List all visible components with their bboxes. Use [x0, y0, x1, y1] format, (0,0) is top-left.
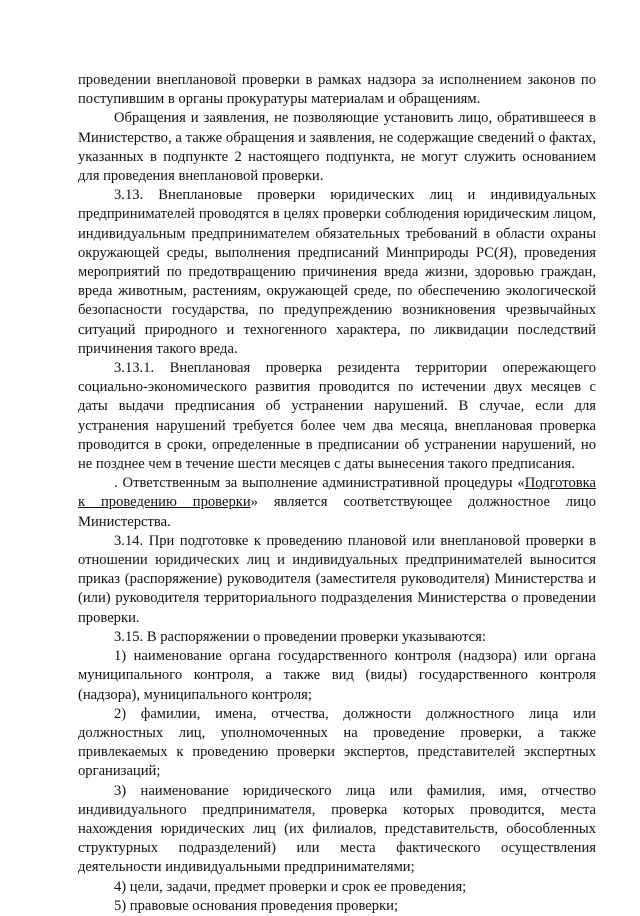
- paragraph-appeals: Обращения и заявления, не позволяющие установить лицо, обратившееся в Министерство, а также обращения и заявления, не содержащие сведений о фактах, указанных в подпункте 2 настоящего подпункта, не могут служить основанием для проведения внеплановой проверки.: [78, 110, 596, 185]
- procedure-link[interactable]: Подготовка к проведению проверки: [78, 475, 596, 511]
- paragraph-3-14: 3.14. При подготовке к проведению плановой или внеплановой проверки в отношении юридических лиц и индивидуальных предпринимателей выносится приказ (распоряжение) руководителя (заместителя руководителя) Министерства и (или) руководителя территориального подразделения Министерства о проведении проверки.: [78, 532, 596, 626]
- paragraph-3-15: 3.15. В распоряжении о проведении проверки указываются:: [114, 628, 486, 645]
- document-page: [78, 71, 596, 916]
- paragraph-continuation: проведении внеплановой проверки в рамках надзора за исполнением законов по поступившим в органы прокуратуры материалам и обращениям.: [78, 72, 596, 108]
- list-item-1: 1) наименование органа государственного контроля (надзора) или органа муниципального контроля, а также вид (виды) государственного контроля (надзора), муниципального контроля;: [78, 648, 596, 703]
- responsible-prefix: . Ответственным за выполнение административной процедуры «: [114, 475, 525, 492]
- paragraph-3-13-1: 3.13.1. Внеплановая проверка резидента территории опережающего социально-экономического развития проводится по истечении двух месяцев с даты выдачи предписания об устранении нарушений. В случае, если для устранения нарушений требуется более чем два месяца, внеплановая проверка проводится в сроки, определенные в предписании об устранении нарушений, но не позднее чем в течение шести месяцев с даты вынесения такого предписания.: [78, 360, 596, 473]
- list-item-5: 5) правовые основания проведения проверки;: [114, 897, 399, 914]
- list-item-4: 4) цели, задачи, предмет проверки и срок ее проведения;: [114, 878, 467, 895]
- paragraph-responsible: [78, 474, 596, 532]
- paragraph-3-13: 3.13. Внеплановые проверки юридических лиц и индивидуальных предпринимателей проводятся в целях проверки соблюдения юридическим лицом, индивидуальным предпринимателем обязательных требований в области охраны окружающей среды, выполнения предписаний Минприроды РС(Я), проведения мероприятий по предотвращению причинения вреда жизни, здоровью граждан, вреда животным, растениям, окружающей среде, по обеспечению экологической безопасности государства, по предупреждению возникновения чрезвычайных ситуаций природного и техногенного характера, по ликвидации последствий причинения такого вреда.: [78, 187, 596, 357]
- responsible-suffix: » является соответствующее должностное лицо Министерства.: [78, 494, 596, 530]
- list-item-2: 2) фамилии, имена, отчества, должности должностного лица или должностных лиц, уполномоченных на проведение проверки, а также привлекаемых к проведению проверки экспертов, представителей экспертных организаций;: [78, 705, 596, 780]
- list-item-3: 3) наименование юридического лица или фамилия, имя, отчество индивидуального предпринимателя, проверка которых проводится, места нахождения юридических лиц (их филиалов, представительств, обособленных структурных подразделений) или места фактического осуществления деятельности индивидуальными предпринимателями;: [78, 782, 596, 876]
